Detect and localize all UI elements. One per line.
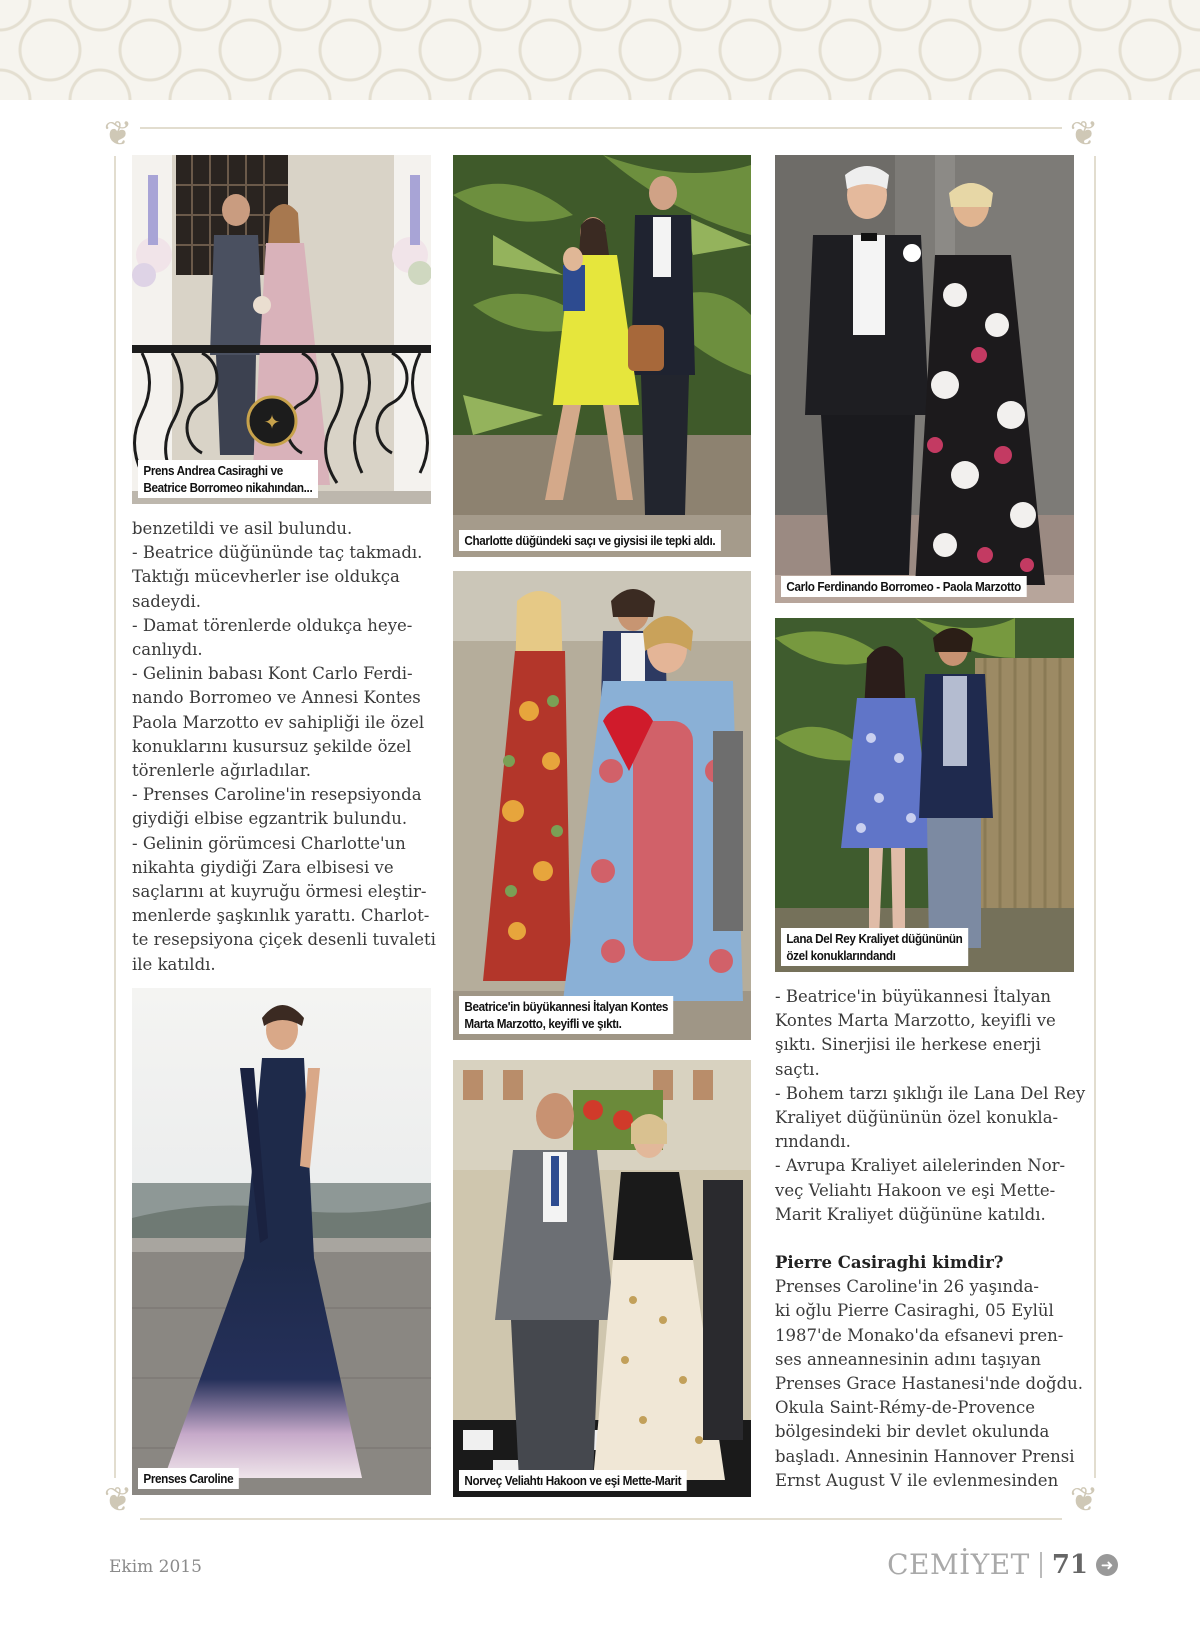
- text-line: 1987'de Monako'da efsanevi pren-: [775, 1325, 1064, 1345]
- photo-charlotte: [453, 155, 751, 557]
- text-line: ses anneannesinin adını taşıyan: [775, 1349, 1041, 1369]
- text-line: - Beatrice'in büyükannesi İtalyan: [775, 987, 1052, 1006]
- text-line: giydiği elbise egzantrik bulundu.: [132, 809, 408, 829]
- arrow-right-circle-icon[interactable]: ➜: [1096, 1554, 1118, 1576]
- photo-caption: Lana Del Rey Kraliyet düğününün özel konuklarındandı: [781, 928, 968, 966]
- footer-divider: [1040, 1552, 1042, 1578]
- text-line: - Bohem tarzı şıklığı ile Lana Del Rey: [775, 1083, 1086, 1103]
- text-line: saçtı.: [775, 1059, 820, 1079]
- text-line: ile katıldı.: [132, 954, 216, 974]
- text-line: - Beatrice düğününde taç takmadı.: [132, 543, 423, 563]
- photo-caption: Carlo Ferdinando Borromeo - Paola Marzotto: [781, 576, 1026, 597]
- text-line: menlerde şaşkınlık yarattı. Charlot-: [132, 906, 430, 926]
- photo-caption: Charlotte düğündeki saçı ve giysisi ile tepki aldı.: [459, 530, 721, 551]
- text-line: Marit Kraliyet düğününe katıldı.: [775, 1204, 1046, 1224]
- photo-marta-marzotto: [453, 571, 751, 1040]
- text-line: başladı. Annesinin Hannover Prensi: [775, 1446, 1075, 1466]
- text-line: veç Veliahtı Hakoon ve eşi Mette-: [775, 1180, 1056, 1200]
- photo-lana-del-rey: [775, 618, 1074, 972]
- text-line: Kontes Marta Marzotto, keyifli ve: [775, 1011, 1056, 1031]
- text-line: Paola Marzotto ev sahipliği ile özel: [132, 712, 425, 732]
- text-line: törenlerle ağırladılar.: [132, 761, 312, 781]
- text-line: Kraliyet düğününün özel konukla-: [775, 1108, 1059, 1128]
- corner-ornament-icon: ❦: [96, 1478, 140, 1522]
- text-line: saçlarını at kuyruğu örmesi eleştir-: [132, 882, 427, 902]
- text-line: - Avrupa Kraliyet ailelerinden Nor-: [775, 1156, 1066, 1176]
- decorative-header-pattern: [0, 0, 1200, 100]
- text-line: bölgesindeki bir devlet okulunda: [775, 1422, 1050, 1442]
- svg-text:✦: ✦: [263, 410, 281, 434]
- text-line: Taktığı mücevherler ise oldukça: [132, 567, 400, 587]
- text-line: canlıydı.: [132, 640, 203, 660]
- article-text-left: [132, 517, 436, 977]
- photo-caption: Prens Andrea Casiraghi ve Beatrice Borromeo nikahından...: [138, 460, 318, 498]
- text-line: sadeydi.: [132, 591, 202, 611]
- photo-caption: Prenses Caroline: [138, 1468, 239, 1489]
- photo-haakon-mette-marit: [453, 1060, 751, 1497]
- article-text-right: [775, 985, 1087, 1493]
- photo-wedding-couple: [132, 155, 431, 504]
- page-number: 71: [1051, 1549, 1088, 1580]
- text-line: nikahta giydiği Zara elbisesi ve: [132, 857, 394, 877]
- photo-caption: Beatrice'in büyükannesi İtalyan Kontes Marta Marzotto, keyifli ve şıktı.: [459, 996, 673, 1034]
- text-line: - Damat törenlerde oldukça heye-: [132, 615, 413, 635]
- page-footer: [887, 1548, 1118, 1581]
- photo-carlo-paola: [775, 155, 1074, 603]
- issue-date: Ekim 2015: [109, 1557, 202, 1577]
- text-line: Prenses Grace Hastanesi'nde doğdu.: [775, 1374, 1084, 1394]
- text-line: - Prenses Caroline'in resepsiyonda: [132, 785, 422, 805]
- corner-ornament-icon: ❦: [96, 112, 140, 156]
- photo-prenses-caroline: [132, 988, 431, 1495]
- corner-ornament-icon: ❦: [1062, 1478, 1106, 1522]
- text-line: Prenses Caroline'in 26 yaşında-: [775, 1277, 1039, 1297]
- text-line: konuklarını kusursuz şekilde özel: [132, 736, 412, 756]
- text-line: Ernst August V ile evlenmesinden: [775, 1470, 1059, 1490]
- text-line: ki oğlu Pierre Casiraghi, 05 Eylül: [775, 1301, 1054, 1321]
- text-line: - Gelinin babası Kont Carlo Ferdi-: [132, 664, 413, 684]
- text-line: benzetildi ve asil bulundu.: [132, 519, 353, 538]
- text-line: rındandı.: [775, 1132, 851, 1152]
- photo-caption: Norveç Veliahtı Hakoon ve eşi Mette-Marit: [459, 1470, 687, 1491]
- text-line: nando Borromeo ve Annesi Kontes: [132, 688, 421, 708]
- text-line: Okula Saint-Rémy-de-Provence: [775, 1398, 1036, 1418]
- section-subheading: Pierre Casiraghi kimdir?: [775, 1253, 1004, 1273]
- magazine-brand: CEMİYET: [887, 1548, 1030, 1581]
- text-line: şıktı. Sinerjisi ile herkese enerji: [775, 1035, 1041, 1055]
- text-line: te resepsiyona çiçek desenli tuvaleti: [132, 930, 436, 950]
- corner-ornament-icon: ❦: [1062, 112, 1106, 156]
- text-line: - Gelinin görümcesi Charlotte'un: [132, 833, 406, 853]
